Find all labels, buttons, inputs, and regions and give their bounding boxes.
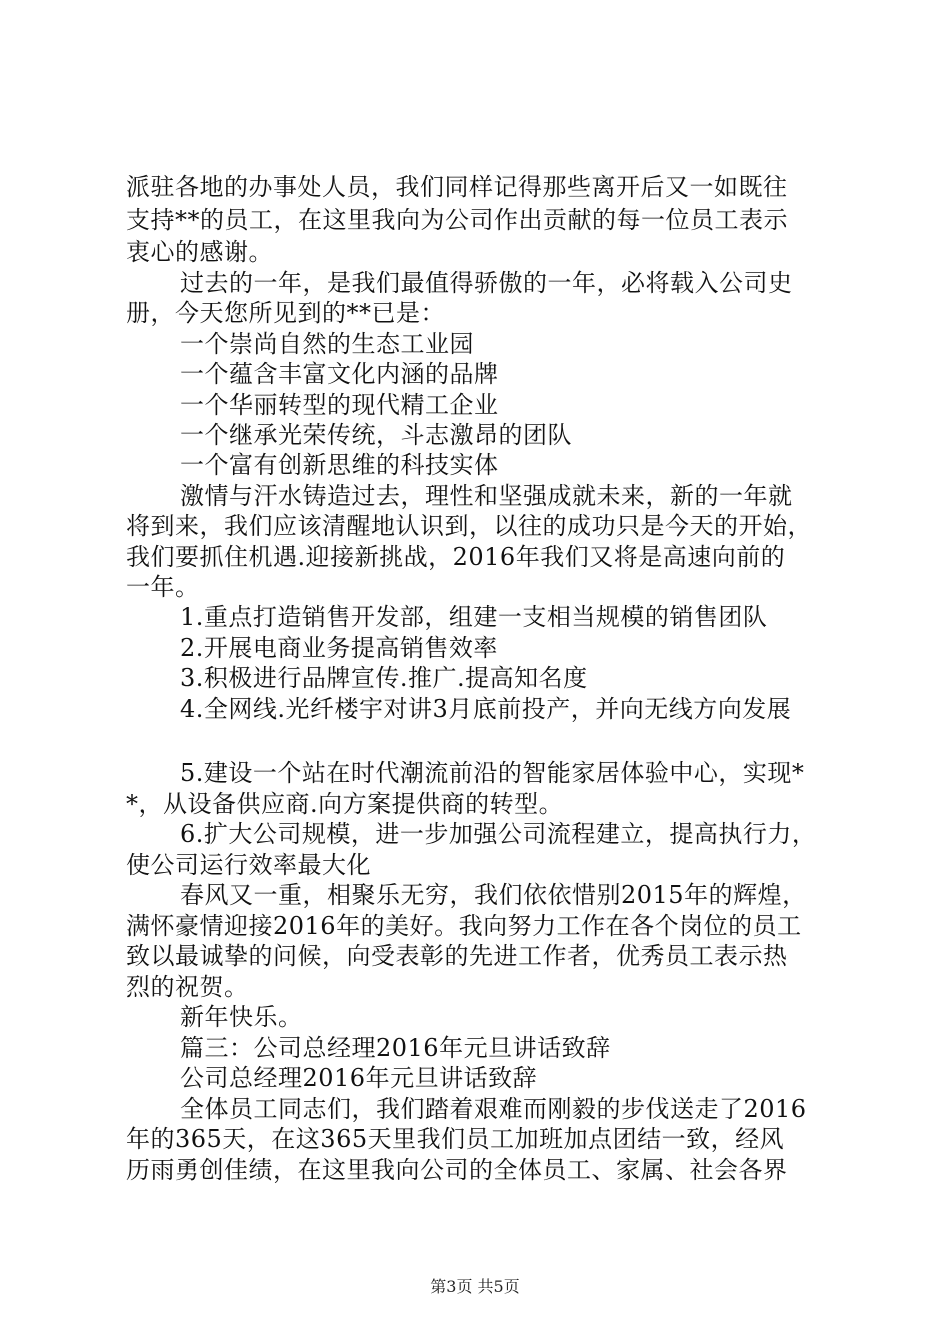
section-title: 公司总经理2016年元旦讲话致辞 <box>180 1064 538 1092</box>
text-line: 烈的祝贺。 <box>126 973 249 1001</box>
text-line: 一个华丽转型的现代精工企业 <box>180 391 499 419</box>
text-line: 我们要抓住机遇.迎接新挑战，2016年我们又将是高速向前的 <box>126 543 786 571</box>
text-line: 春风又一重，相聚乐无穷，我们依依惜别2015年的辉煌， <box>180 881 807 909</box>
list-item: 3.积极进行品牌宣传.推广.提高知名度 <box>180 664 588 692</box>
text-line: 激情与汗水铸造过去，理性和坚强成就未来，新的一年就 <box>180 482 793 510</box>
text-line: 衷心的感谢。 <box>126 238 273 266</box>
text-line: 年的365天，在这365天里我们员工加班加点团结一致，经风 <box>126 1125 785 1153</box>
section-heading: 篇三：公司总经理2016年元旦讲话致辞 <box>180 1034 611 1062</box>
text-line: 一年。 <box>126 573 200 601</box>
text-line: 一个富有创新思维的科技实体 <box>180 451 499 479</box>
text-line: 使公司运行效率最大化 <box>126 851 371 879</box>
text-line: 全体员工同志们，我们踏着艰难而刚毅的步伐送走了2016 <box>180 1095 807 1123</box>
text-line: 历雨勇创佳绩，在这里我向公司的全体员工、家属、社会各界 <box>126 1156 788 1184</box>
text-line: 派驻各地的办事处人员，我们同样记得那些离开后又一如既往 <box>126 173 788 201</box>
text-line: 致以最诚挚的问候，向受表彰的先进工作者，优秀员工表示热 <box>126 942 788 970</box>
text-line: 支持**的员工，在这里我向为公司作出贡献的每一位员工表示 <box>126 206 788 234</box>
text-line: *，从设备供应商.向方案提供商的转型。 <box>126 790 564 818</box>
text-line: 新年快乐。 <box>180 1003 303 1031</box>
text-line: 一个崇尚自然的生态工业园 <box>180 330 474 358</box>
text-line: 过去的一年，是我们最值得骄傲的一年，必将载入公司史 <box>180 269 793 297</box>
list-item: 5.建设一个站在时代潮流前沿的智能家居体验中心，实现* <box>180 759 805 787</box>
list-item: 4.全网线.光纤楼宇对讲3月底前投产，并向无线方向发展 <box>180 695 792 723</box>
text-line: 满怀豪情迎接2016年的美好。我向努力工作在各个岗位的员工 <box>126 912 802 940</box>
list-item: 1.重点打造销售开发部，组建一支相当规模的销售团队 <box>180 603 768 631</box>
page-number: 第3页 共5页 <box>430 1277 520 1296</box>
text-line: 册，今天您所见到的**已是： <box>126 299 445 327</box>
text-line: 一个继承光荣传统，斗志激昂的团队 <box>180 421 572 449</box>
text-line: 一个蕴含丰富文化内涵的品牌 <box>180 360 499 388</box>
list-item: 6.扩大公司规模，进一步加强公司流程建立，提高执行力， <box>180 820 817 848</box>
list-item: 2.开展电商业务提高销售效率 <box>180 634 498 662</box>
text-line: 将到来，我们应该清醒地认识到，以往的成功只是今天的开始， <box>126 512 812 540</box>
